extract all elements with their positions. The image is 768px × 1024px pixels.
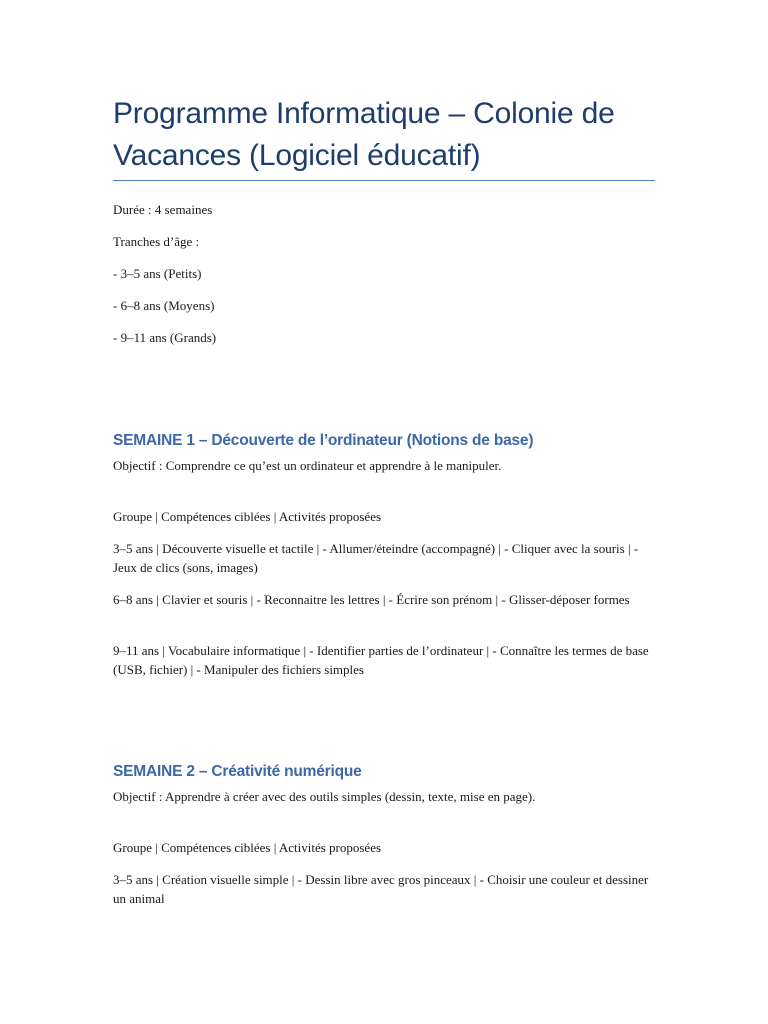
duration-text: Durée : 4 semaines	[113, 202, 213, 217]
week-1-row: 9–11 ans | Vocabulaire informatique | - Identifier parties de l’ordinateur | - Connaître les termes de base (USB, fichier) | - Manipuler des fichiers simples	[113, 643, 649, 677]
age-range-item: - 9–11 ans (Grands)	[113, 330, 217, 345]
week-2-row: 3–5 ans | Création visuelle simple | - Dessin libre avec gros pinceaux | - Choisir une couleur et dessiner un animal	[113, 872, 649, 906]
week-1-table-header: Groupe | Compétences ciblées | Activités proposées	[113, 509, 382, 524]
age-range-item: - 6–8 ans (Moyens)	[113, 298, 215, 313]
week-2-heading: SEMAINE 2 – Créativité numérique	[113, 763, 362, 780]
age-ranges-label: Tranches d’âge :	[113, 234, 200, 249]
week-1-objective: Objectif : Comprendre ce qu’est un ordinateur et apprendre à le manipuler.	[113, 458, 502, 473]
week-2-table-header: Groupe | Compétences ciblées | Activités proposées	[113, 840, 382, 855]
week-1-heading: SEMAINE 1 – Découverte de l’ordinateur (Notions de base)	[113, 432, 534, 449]
title-underline	[113, 180, 655, 181]
week-1-row: 3–5 ans | Découverte visuelle et tactile | - Allumer/éteindre (accompagné) | - Cliquer avec la souris | - Jeux de clics (sons, images)	[113, 541, 639, 575]
document-title: Programme Informatique – Colonie de Vacances (Logiciel éducatif)	[113, 97, 615, 172]
age-range-item: - 3–5 ans (Petits)	[113, 266, 202, 281]
week-2-objective: Objectif : Apprendre à créer avec des outils simples (dessin, texte, mise en page).	[113, 789, 536, 804]
week-1-row: 6–8 ans | Clavier et souris | - Reconnaitre les lettres | - Écrire son prénom | - Glisser-déposer formes	[113, 592, 630, 607]
